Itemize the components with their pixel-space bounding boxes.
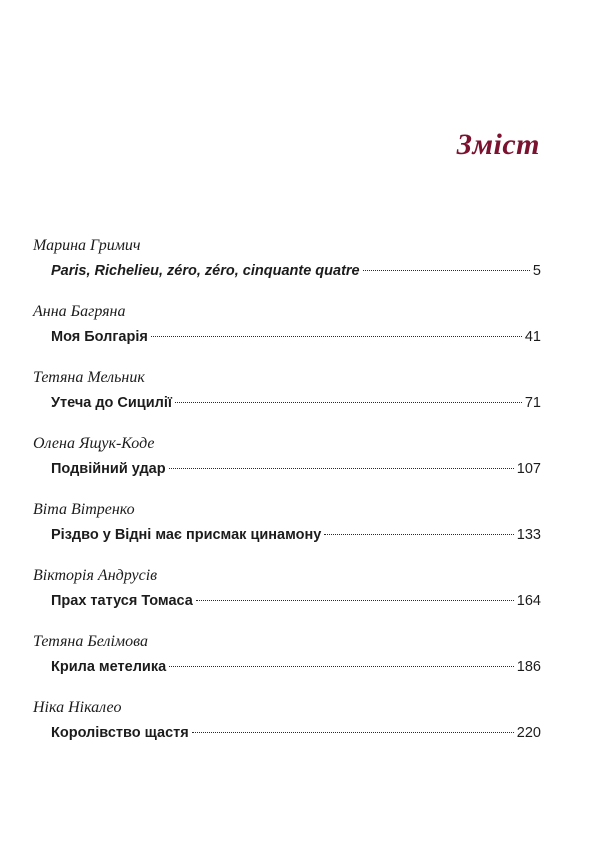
toc-entry xyxy=(33,500,541,566)
page-number: 71 xyxy=(524,395,541,411)
toc-entry xyxy=(33,566,541,632)
dot-leader xyxy=(196,600,514,601)
author-name: Марина Гримич xyxy=(33,237,141,254)
author-name: Вікторія Андрусів xyxy=(33,567,158,584)
story-title[interactable]: Прах татуся Томаса xyxy=(51,593,193,609)
toc-line[interactable] xyxy=(51,392,541,414)
table-of-contents xyxy=(33,236,541,764)
dot-leader xyxy=(192,732,514,733)
author-name: Тетяна Белімова xyxy=(33,633,148,650)
page-number: 5 xyxy=(532,263,541,279)
toc-entry xyxy=(33,434,541,500)
toc-entry xyxy=(33,236,541,302)
story-title[interactable]: Утеча до Сицилії xyxy=(51,395,172,411)
dot-leader xyxy=(169,666,514,667)
dot-leader xyxy=(151,336,522,337)
dot-leader xyxy=(175,402,522,403)
author-name: Тетяна Мельник xyxy=(33,369,145,386)
dot-leader xyxy=(169,468,514,469)
toc-line[interactable] xyxy=(51,656,541,678)
story-title[interactable]: Подвійний удар xyxy=(51,461,166,477)
page-number: 164 xyxy=(516,593,541,609)
story-title[interactable]: Paris, Richelieu, zéro, zéro, cinquante quatre xyxy=(51,263,360,279)
toc-entry xyxy=(33,302,541,368)
toc-line[interactable] xyxy=(51,524,541,546)
toc-entry xyxy=(33,368,541,434)
story-title[interactable]: Різдво у Відні має присмак цинамону xyxy=(51,527,322,543)
toc-line[interactable] xyxy=(51,722,541,744)
toc-line[interactable] xyxy=(51,260,541,282)
story-title[interactable]: Крила метелика xyxy=(51,659,167,675)
page-number: 107 xyxy=(516,461,541,477)
page-title: Зміст xyxy=(456,128,540,161)
author-name: Анна Багряна xyxy=(33,303,126,320)
dot-leader xyxy=(324,534,513,535)
toc-line[interactable] xyxy=(51,590,541,612)
page-number: 41 xyxy=(524,329,541,345)
author-name: Віта Вітренко xyxy=(33,501,135,518)
page-number: 186 xyxy=(516,659,541,675)
author-name: Ніка Нікалео xyxy=(33,699,122,716)
story-title[interactable]: Моя Болгарія xyxy=(51,329,148,345)
toc-line[interactable] xyxy=(51,326,541,348)
dot-leader xyxy=(363,270,530,271)
page-number: 220 xyxy=(516,725,541,741)
toc-entry xyxy=(33,698,541,764)
toc-line[interactable] xyxy=(51,458,541,480)
toc-entry xyxy=(33,632,541,698)
author-name: Олена Ящук-Коде xyxy=(33,435,155,452)
page-number: 133 xyxy=(516,527,541,543)
story-title[interactable]: Королівство щастя xyxy=(51,725,189,741)
